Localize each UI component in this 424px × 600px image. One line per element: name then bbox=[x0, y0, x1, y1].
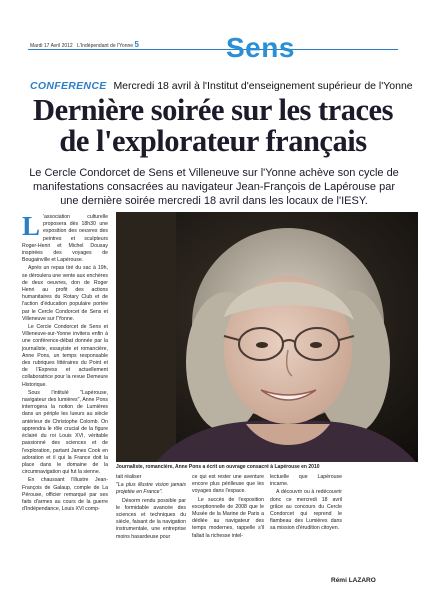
paragraph bbox=[22, 211, 108, 264]
paragraph: Désorm rendu possible par le formidable avancée des sciences et techniques du siècle, faisant de la navigation instrumentale, une entreprise moins hasardeuse pour bbox=[116, 497, 186, 540]
article-column-4 bbox=[270, 474, 342, 534]
paragraph: Sous l'intitulé "Lapérouse, navigateur des lumières", Anne Pons interrogera la notion de Lumières dans un périple les lueurs au siècle antérieur de Christophe Colomb. On apprendra le rôle crucial de la figure éclairé du roi Louis XVI, véritable passionné des sciences et de l'exploration, partant James Cook en adoration et il qui la France doit la place dans le domaine de la circumnavigation qui fut la sienne. bbox=[22, 389, 108, 476]
paragraph: tait réaliser bbox=[116, 474, 142, 480]
paragraph: Le Cercle Condorcet de Sens et Villeneuve-sur-Yonne invitera enfin à une conférence-débat donnée par la journaliste, essayiste et romancière, Anne Pons, un temps responsable des rubriques littéraires du Point et de l'Express et actuellement collaboratrice pour la revue Demeure Historique. bbox=[22, 324, 108, 388]
standfirst: Le Cercle Condorcet de Sens et Villeneuve sur l'Yonne achève son cycle de manifestations consacrées au navigateur Jean-François de Lapérouse par une dernière soirée mercredi 18 avril dans les locaux de l'IESY. bbox=[29, 167, 399, 207]
kicker-text: Mercredi 18 avril à l'Institut d'enseignement supérieur de l'Yonne bbox=[113, 80, 413, 92]
section-title: Sens bbox=[226, 32, 295, 63]
article-column-3 bbox=[192, 474, 264, 541]
header-date-line bbox=[30, 40, 139, 49]
quote: "La plus illustre vision jamais projetée en France". bbox=[116, 482, 186, 496]
article-column-1 bbox=[22, 211, 108, 584]
paragraph: Après un repas tiré du sac à 19h, se déroulera une vente aux enchères de deux oeuvres, don de Roger Henri au profit des actions humanitaires du Rotary Club et de l'action d'éducation populaire portée par le Cercle Condorcet de Sens et Villeneuve sur l'Yonne. bbox=[22, 265, 108, 322]
article-column-2 bbox=[116, 474, 186, 542]
kicker bbox=[30, 80, 413, 92]
header-date: Mardi 17 Avril 2012 bbox=[30, 43, 73, 49]
header-paper-name: L'Indépendant de l'Yonne bbox=[77, 43, 134, 49]
paragraph: lectuelle que Lapérouse incarne. bbox=[270, 474, 342, 488]
headline: Dernière soirée sur les traces de l'explorateur français bbox=[33, 93, 393, 158]
paragraph: Le succès de l'exposition exceptionnelle de 2008 que le Musée de la Marine de Paris a dédiée au navigateur des temps modernes, rappelle s'il fallait la richesse intel- bbox=[192, 496, 264, 539]
portrait-photo bbox=[116, 212, 418, 462]
author-signature: Rémi LAZARO bbox=[331, 577, 376, 584]
portrait-illustration bbox=[116, 212, 418, 462]
dropcap: L bbox=[22, 211, 41, 241]
paragraph: A découvrir ou à redécouvrir donc ce mercredi 18 avril grâce au concours du Cercle Condorcet qui reprend le flambeau des Lumières dans sa mission d'érudition citoyen. bbox=[270, 489, 342, 532]
paragraph: En chaussant l'illustre Jean-François de Galaup, comple de La Pérouse, officier remarqué par ses faits d'armes au cours de la guerre d'Indépendance, Louis XVI comp- bbox=[22, 477, 108, 513]
kicker-tag: CONFERENCE bbox=[30, 80, 107, 92]
paragraph: ce qui est rester une aventure encore plus périlleuse que les voyages dans l'espace. bbox=[192, 474, 264, 495]
header-page-number: 5 bbox=[134, 40, 139, 49]
header-rule bbox=[28, 49, 398, 50]
photo-caption: Journaliste, romancière, Anne Pons a écrit un ouvrage consacré à Lapérouse en 2010 bbox=[116, 464, 320, 470]
paragraph-text: 'association culturelle proposera dès 18h30 une exposition des oeuvres des peintres et sculpteurs Roger-Henri et Michel Dousay inspirées des voyages de Bougainville et Lapérouse. bbox=[22, 214, 108, 264]
